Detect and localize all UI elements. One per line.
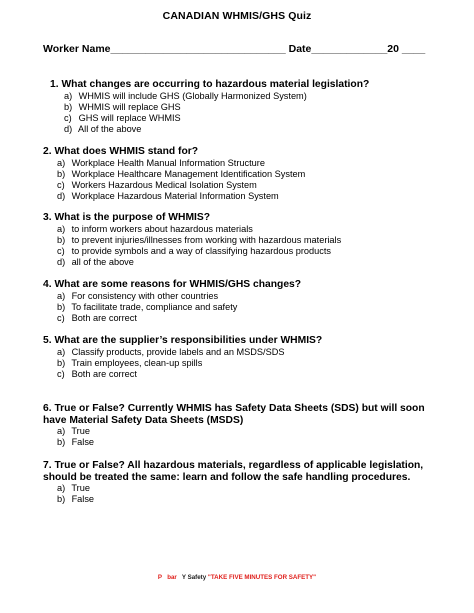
answer-option — [43, 158, 305, 169]
option-text: Both are correct — [71, 368, 137, 379]
option-text: WHMIS will replace GHS — [78, 101, 181, 112]
answer-option — [50, 102, 369, 113]
option-letter: c) — [57, 312, 65, 323]
option-letter: b) — [57, 234, 66, 245]
footer-brand: Y Safety — [181, 574, 207, 581]
answer-option — [43, 191, 305, 202]
answer-option — [43, 347, 322, 358]
question-6 — [43, 403, 433, 448]
option-text: to inform workers about hazardous materials — [71, 223, 253, 234]
option-letter: b) — [57, 168, 66, 179]
answer-option — [43, 483, 433, 494]
option-letter: b) — [57, 357, 66, 368]
answer-option — [43, 369, 322, 380]
answer-option — [43, 224, 341, 235]
answer-option — [50, 113, 369, 124]
option-letter: d) — [57, 190, 66, 201]
option-text: Classify products, provide labels and an MSDS/SDS — [71, 346, 285, 357]
option-letter: b) — [64, 101, 73, 112]
footer-prefix: P — [157, 574, 163, 581]
footer-slogan — [0, 574, 474, 581]
question-4 — [43, 279, 301, 324]
option-text: Both are correct — [71, 312, 137, 323]
option-text: False — [71, 437, 95, 447]
answer-option — [43, 246, 341, 257]
option-letter: a) — [64, 90, 73, 101]
option-text: False — [71, 494, 95, 504]
answer-option — [43, 169, 305, 180]
option-letter: d) — [64, 123, 73, 134]
option-letter: d) — [57, 256, 66, 267]
option-letter: a) — [57, 223, 66, 234]
option-text: GHS will replace WHMIS — [78, 112, 181, 123]
answer-option — [50, 91, 369, 102]
option-letter: c) — [57, 179, 65, 190]
option-letter: b) — [57, 301, 66, 312]
option-text: To facilitate trade, compliance and safety — [71, 301, 238, 312]
option-text: All of the above — [78, 123, 142, 134]
option-text: to prevent injuries/illnesses from working with hazardous materials — [71, 234, 342, 245]
option-letter: c) — [64, 112, 72, 123]
page-title: CANADIAN WHMIS/GHS Quiz — [162, 10, 312, 22]
option-text: Workers Hazardous Medical Isolation System — [71, 179, 257, 190]
option-text: WHMIS will include GHS (Globally Harmonized System) — [78, 90, 307, 101]
question-3 — [43, 212, 341, 268]
question-1 — [50, 79, 369, 135]
option-letter: a) — [57, 426, 66, 436]
footer-tagline: "TAKE FIVE MINUTES FOR SAFETY" — [207, 574, 317, 581]
answer-option — [43, 257, 341, 268]
question-stem: 6. True or False? Currently WHMIS has Safety Data Sheets (SDS) but will soon have Material Safety Data Sheets (MSDS) — [43, 403, 425, 426]
option-letter: b) — [57, 437, 66, 447]
question-stem: 5. What are the supplier’s responsibilities under WHMIS? — [43, 335, 323, 346]
question-stem: 1. What changes are occurring to hazardous material legislation? — [50, 79, 370, 90]
option-text: Workplace Hazardous Material Information System — [71, 190, 279, 201]
option-letter: c) — [57, 368, 65, 379]
option-text: Train employees, clean-up spills — [71, 357, 203, 368]
question-5 — [43, 335, 322, 380]
answer-option — [43, 313, 301, 324]
option-text: True — [71, 426, 90, 436]
option-text: Workplace Health Manual Information Structure — [71, 157, 265, 168]
answer-option — [43, 235, 341, 246]
option-letter: b) — [57, 494, 66, 504]
option-letter: c) — [57, 245, 65, 256]
option-text: Workplace Healthcare Management Identification System — [71, 168, 306, 179]
answer-option — [43, 291, 301, 302]
question-stem: 7. True or False? All hazardous materials, regardless of applicable legislation, should be treated the same: learn and follow the safe handling procedures. — [43, 460, 424, 483]
answer-option — [43, 302, 301, 313]
option-letter: a) — [57, 290, 66, 301]
option-text: all of the above — [71, 256, 134, 267]
question-2 — [43, 146, 305, 202]
option-letter: a) — [57, 346, 66, 357]
answer-option — [43, 494, 433, 505]
question-stem: 4. What are some reasons for WHMIS/GHS changes? — [43, 279, 302, 290]
option-text: True — [71, 483, 90, 493]
answer-option — [43, 358, 322, 369]
footer-middle: bar — [167, 574, 177, 581]
option-text: to provide symbols and a way of classifying hazardous products — [71, 245, 331, 256]
option-letter: a) — [57, 483, 66, 493]
option-letter: a) — [57, 157, 66, 168]
worker-name-date-line: Worker Name______________________________ Date_____________20 ____ — [43, 43, 426, 55]
option-text: For consistency with other countries — [71, 290, 219, 301]
question-stem: 2. What does WHMIS stand for? — [43, 146, 199, 157]
answer-option — [50, 124, 369, 135]
question-stem: 3. What is the purpose of WHMIS? — [43, 212, 211, 223]
answer-option — [43, 180, 305, 191]
answer-option — [43, 426, 433, 437]
answer-option — [43, 437, 433, 448]
question-7 — [43, 460, 433, 505]
